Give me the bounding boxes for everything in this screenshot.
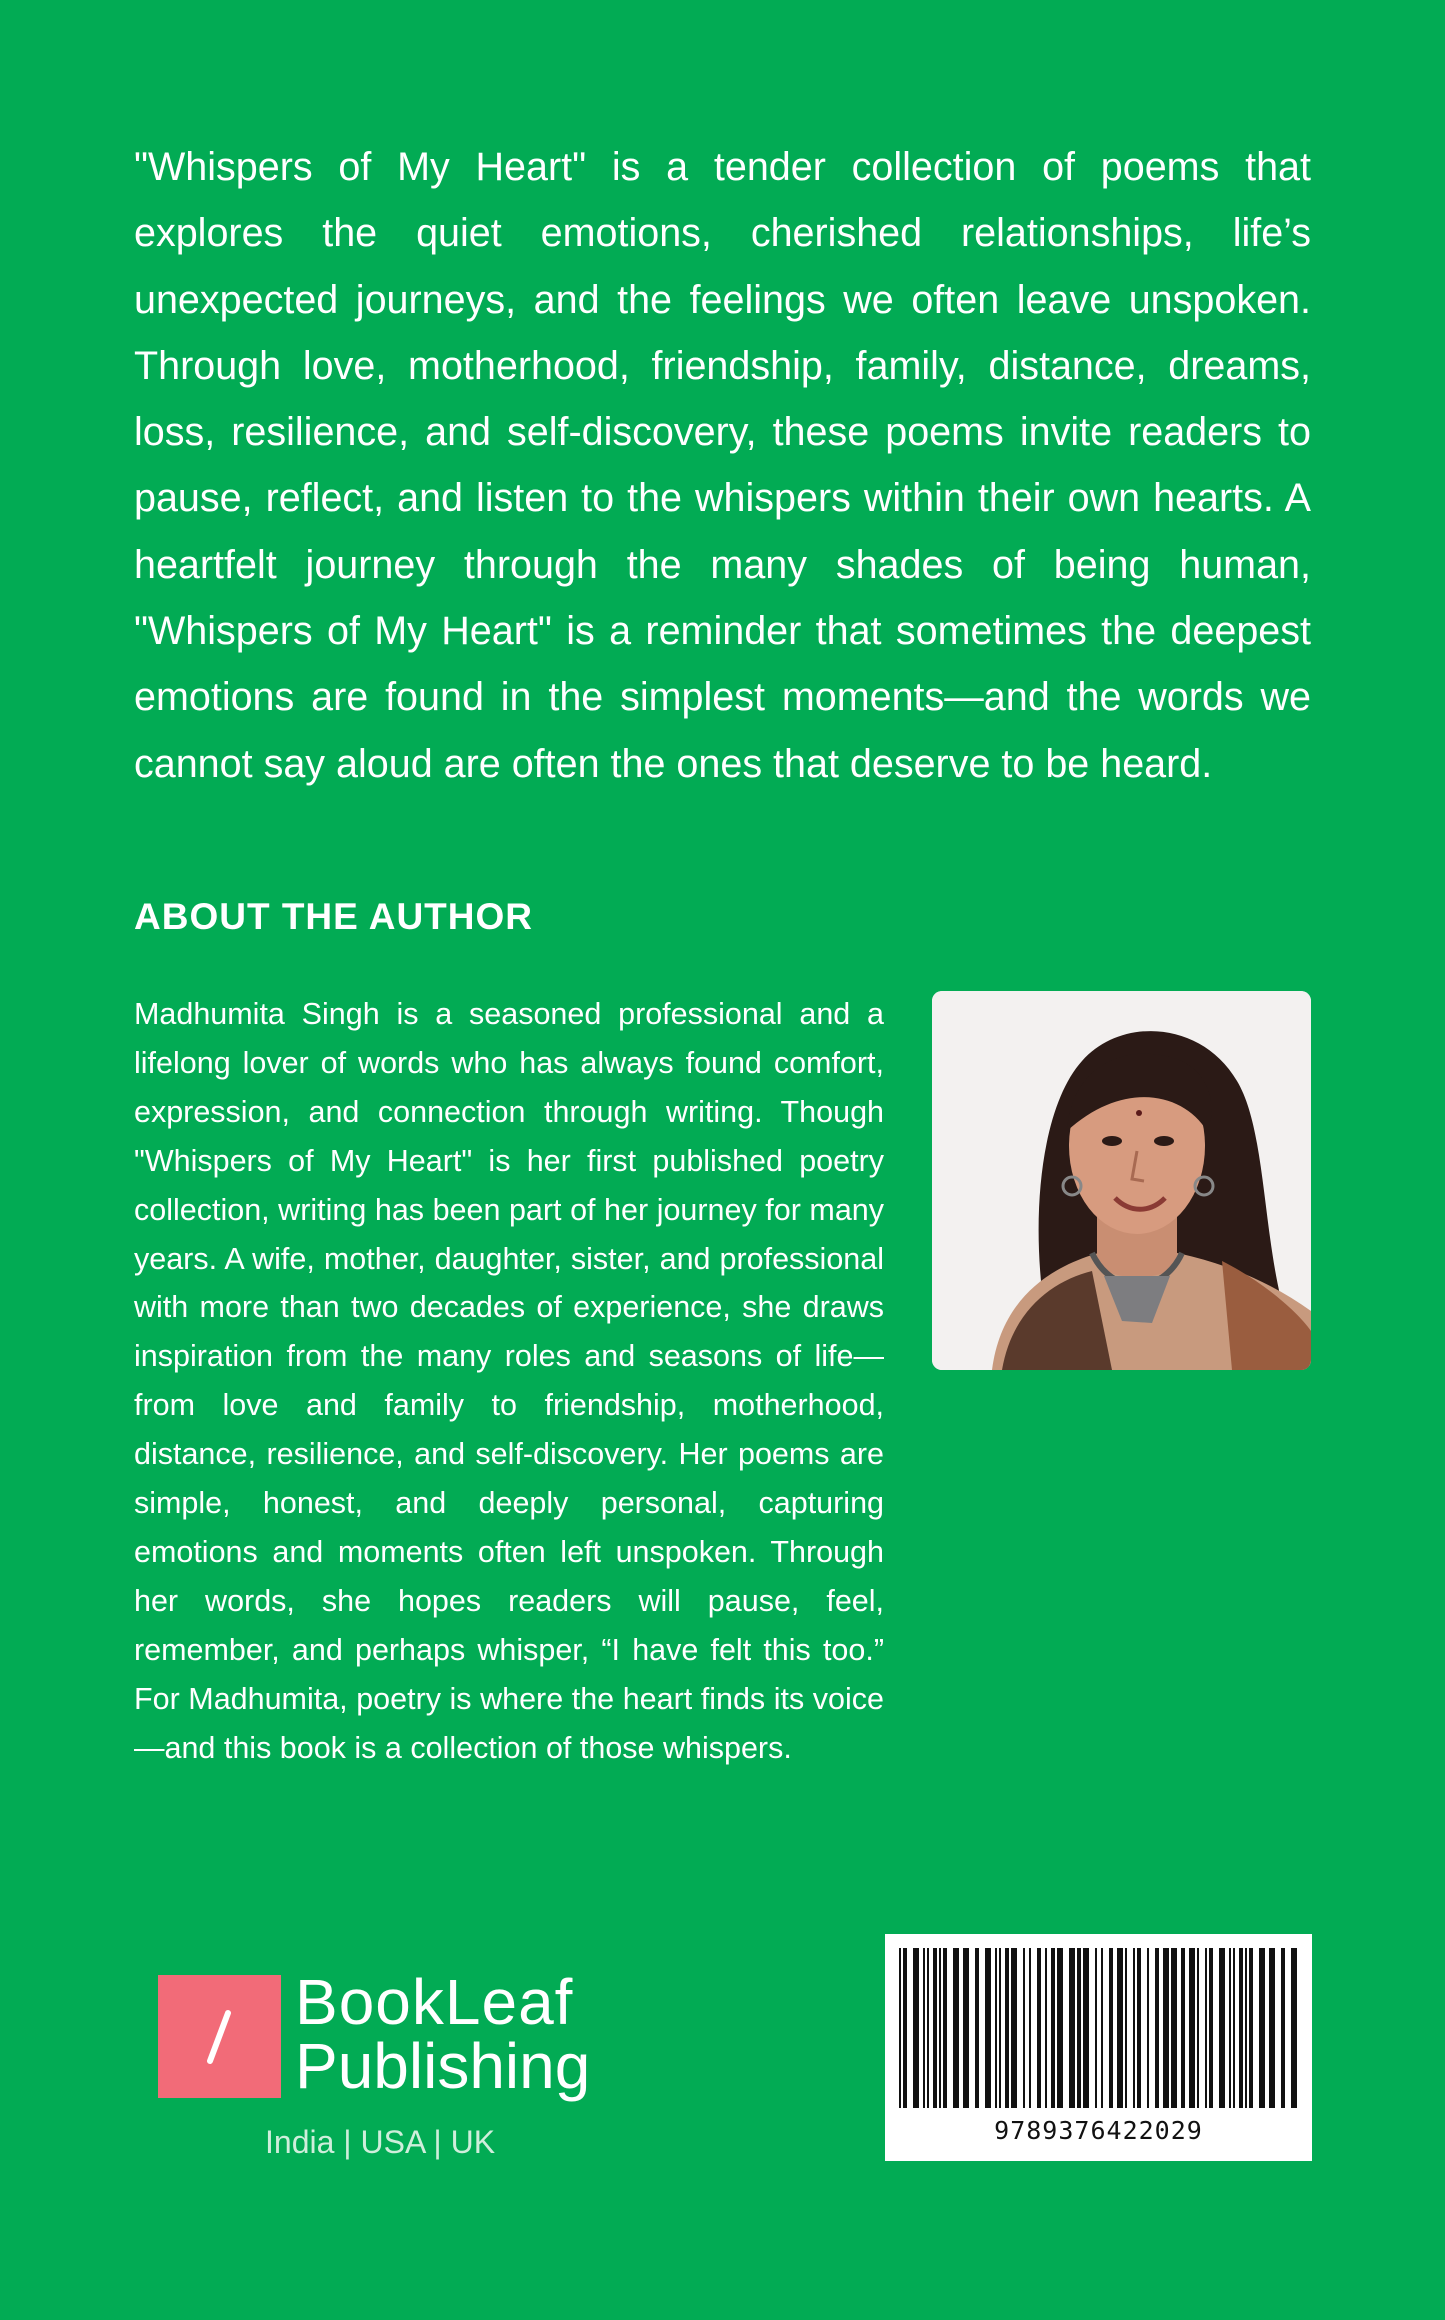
barcode-bar [1197,1948,1199,2108]
isbn-number: 9789376422029 [994,2116,1203,2145]
barcode-bar [1171,1948,1177,2108]
book-blurb: "Whispers of My Heart" is a tender collection of poems that explores the quiet emotions, cherished relationships, life’s unexpected journeys, and the feelings we often leave unspoken. Through love, motherhood, friendship, family, distance, dreams, loss, resilience, and self-discovery, these poems invite readers to pause, reflect, and listen to the whispers within their own hearts. A heartfelt journey through the many shades of being human, "Whispers of My Heart" is a reminder that sometimes the deepest emotions are found in the simplest moments—and the words we cannot say aloud are often the ones that deserve to be heard. [134,145,1311,786]
barcode-bar [963,1948,969,2108]
publisher-name-line2: Publishing [295,2030,591,2102]
about-author-heading: ABOUT THE AUTHOR [134,896,533,937]
barcode-bar [953,1948,959,2108]
author-photo [932,991,1311,1370]
barcode-bar [1023,1948,1025,2108]
barcode-bar [1037,1948,1041,2108]
barcode-bar [1083,1948,1089,2108]
barcode-bar [1155,1948,1159,2108]
barcode-bar [1147,1948,1149,2108]
leaf-slash-icon [158,1975,281,2098]
author-bio: Madhumita Singh is a seasoned professional and a lifelong lover of words who has always found comfort, expression, and connection through writing. Though "Whispers of My Heart" is her first published poetry collection, writing has been part of her journey for many years. A wife, mother, daughter, sister, and professional with more than two decades of experience, she draws inspiration from the many roles and seasons of life—from love and family to friendship, motherhood, distance, resilience, and self-discovery. Her poems are simple, honest, and deeply personal, capturing emotions and moments often left unspoken. Through her words, she hopes readers will pause, feel, remember, and perhaps whisper, “I have felt this too.” For Madhumita, poetry is where the heart finds its voice—and this book is a collection of those whispers. [134,997,884,1765]
barcode-bar [1069,1948,1075,2108]
barcode-bar [1045,1948,1047,2108]
barcode-bar [1249,1948,1253,2108]
publisher-name-line1: BookLeaf [295,1966,574,2038]
barcode-bar [1005,1948,1009,2108]
barcode-bar [1281,1948,1285,2108]
barcode-bar [999,1948,1001,2108]
barcode-bar [939,1948,941,2108]
barcode-bar [923,1948,925,2108]
barcode-bar [1095,1948,1097,2108]
barcode-bar [1219,1948,1225,2108]
barcode-bar [1051,1948,1055,2108]
barcode-bar [913,1948,919,2108]
barcode-bar [1163,1948,1169,2108]
barcode-bar [1245,1948,1247,2108]
barcode-bar [1233,1948,1235,2108]
barcode-bar [995,1948,997,2108]
barcode-bar [1133,1948,1135,2108]
barcode-bar [927,1948,929,2108]
barcode-bar [1057,1948,1063,2108]
barcode-bar [1011,1948,1017,2108]
barcode-bar [1205,1948,1207,2108]
barcode-bar [1259,1948,1265,2108]
barcode-bar [943,1948,947,2108]
barcode-bar [903,1948,907,2108]
barcode-bar [933,1948,937,2108]
barcode-bar [1239,1948,1243,2108]
barcode-bar [1125,1948,1127,2108]
barcode-bar [899,1948,901,2108]
barcode-bar [1101,1948,1103,2108]
barcode-bar [1117,1948,1123,2108]
barcode-bar [1209,1948,1213,2108]
barcode-bar [1029,1948,1031,2108]
barcode-bar [1269,1948,1275,2108]
isbn-barcode [885,1934,1312,2161]
publisher-locations: India | USA | UK [265,2124,496,2160]
barcode-bar [1189,1948,1195,2108]
barcode-bar [975,1948,979,2108]
barcode-bar [1077,1948,1081,2108]
barcode-bar [1229,1948,1231,2108]
barcode-bar [1291,1948,1297,2108]
barcode-bar [1109,1948,1113,2108]
barcode-bar [1181,1948,1185,2108]
barcode-bar [1137,1948,1141,2108]
barcode-bar [985,1948,991,2108]
